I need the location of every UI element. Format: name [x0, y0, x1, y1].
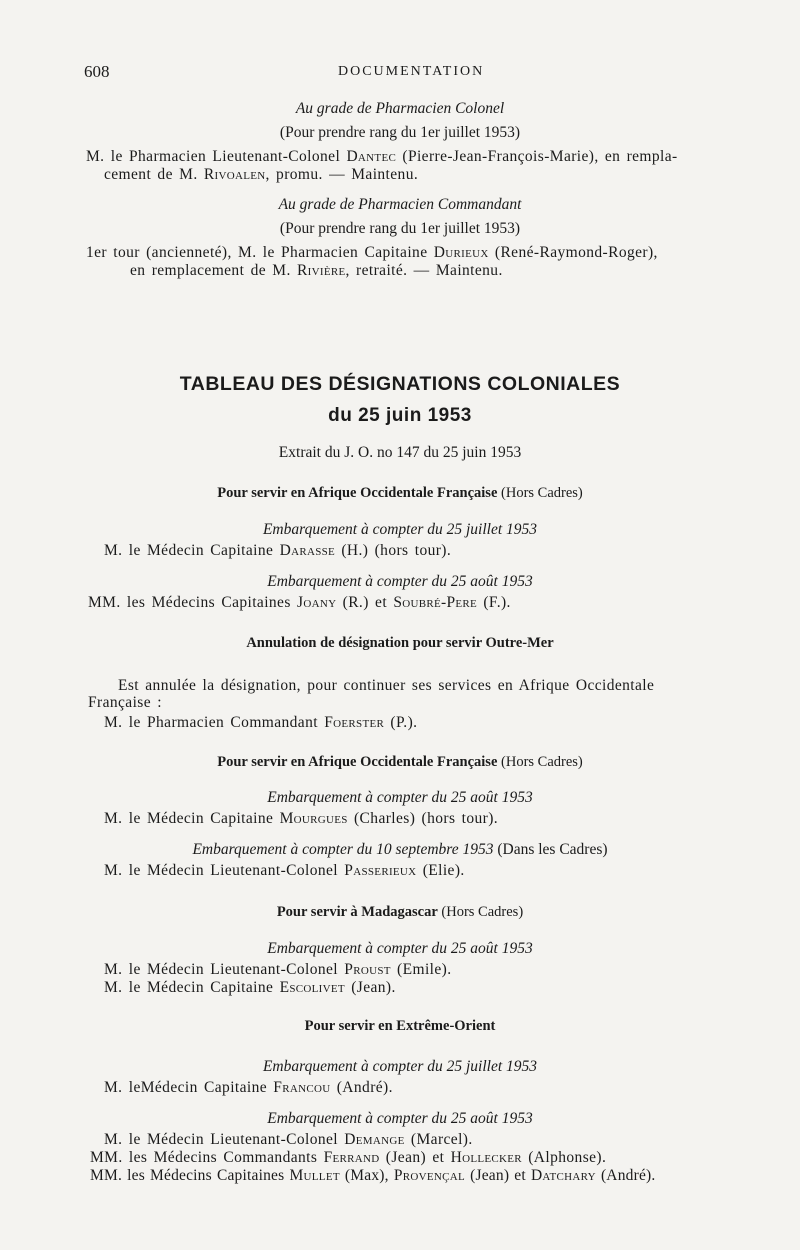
designation-entry: M. le Médecin Capitaine Darasse (H.) (hors tour).: [104, 542, 452, 559]
entry-colonel-line1: M. le Pharmacien Lieutenant-Colonel Dantec (Pierre-Jean-François-Marie), en rempla-: [86, 148, 678, 165]
surname: Escolivet: [279, 979, 345, 996]
designation-entry: MM. les Médecins Capitaines Joany (R.) et Soubré-Pere (F.).: [88, 594, 511, 611]
designation-entry: MM. les Médecins Commandants Ferrand (Jean) et Hollecker (Alphonse).: [90, 1149, 607, 1166]
embarquement-date: Embarquement à compter du 10 septembre 1953 (Dans les Cadres): [192, 841, 608, 858]
journal-officiel-extract: Extrait du J. O. no 147 du 25 juin 1953: [278, 444, 522, 461]
designation-entry: M. le Médecin Capitaine Mourgues (Charles) (hors tour).: [104, 810, 499, 827]
designation-entry: M. leMédecin Capitaine Francou (André).: [104, 1079, 393, 1096]
surname: Hollecker: [450, 1149, 522, 1166]
entry-commandant-line2: en remplacement de M. Rivière, retraité. — Maintenu.: [130, 262, 503, 279]
section-heading-aof-2: Pour servir en Afrique Occidentale Française (Hors Cadres): [217, 754, 583, 770]
rang-date-colonel: (Pour prendre rang du 1er juillet 1953): [279, 124, 521, 141]
surname: Demange: [344, 1131, 405, 1148]
tableau-title: TABLEAU DES DÉSIGNATIONS COLONIALES: [179, 373, 621, 395]
surname: Darasse: [279, 542, 336, 559]
section-heading-extreme-orient: Pour servir en Extrême-Orient: [304, 1018, 496, 1034]
designation-entry: M. le Pharmacien Commandant Foerster (P.).: [104, 714, 418, 731]
surname: Mourgues: [279, 810, 348, 827]
designation-entry: M. le Médecin Lieutenant-Colonel Demange (Marcel).: [104, 1131, 473, 1148]
tableau-date: du 25 juin 1953: [328, 405, 472, 426]
designation-entry: M. le Médecin Lieutenant-Colonel Proust (Emile).: [104, 961, 452, 978]
surname: Passerieux: [344, 862, 417, 879]
grade-heading-colonel: Au grade de Pharmacien Colonel: [295, 100, 505, 117]
surname: Soubré-Pere: [393, 594, 478, 611]
surname: Rivière: [297, 262, 346, 279]
embarquement-date: Embarquement à compter du 25 août 1953: [267, 573, 533, 590]
entry-commandant-line1: 1er tour (ancienneté), M. le Pharmacien Capitaine Durieux (René-Raymond-Roger),: [86, 244, 658, 261]
surname: Joany: [297, 594, 337, 611]
surname: Ferrand: [323, 1149, 380, 1166]
embarquement-date: Embarquement à compter du 25 juillet 1953: [262, 1058, 538, 1075]
surname: Rivoalen: [203, 166, 266, 183]
surname: Datchary: [530, 1167, 596, 1184]
running-title: DOCUMENTATION: [338, 64, 485, 79]
surname: Durieux: [433, 244, 489, 261]
surname: Foerster: [324, 714, 385, 731]
grade-heading-commandant: Au grade de Pharmacien Commandant: [278, 196, 522, 213]
section-heading-madagascar: Pour servir à Madagascar (Hors Cadres): [276, 904, 524, 920]
section-heading-annulation: Annulation de désignation pour servir Outre-Mer: [246, 635, 554, 651]
page-number: 608: [84, 62, 110, 81]
rang-date-commandant: (Pour prendre rang du 1er juillet 1953): [279, 220, 521, 237]
embarquement-date: Embarquement à compter du 25 août 1953: [267, 940, 533, 957]
designation-entry: M. le Médecin Capitaine Escolivet (Jean).: [104, 979, 396, 996]
surname: Provençal: [393, 1167, 466, 1184]
designation-entry: MM. les Médecins Capitaines Mullet (Max), Provençal (Jean) et Datchary (André).: [90, 1167, 656, 1184]
annulation-text-line2: Française :: [88, 694, 162, 711]
embarquement-date: Embarquement à compter du 25 août 1953: [267, 1110, 533, 1127]
embarquement-date: Embarquement à compter du 25 août 1953: [267, 789, 533, 806]
designation-entry: M. le Médecin Lieutenant-Colonel Passerieux (Elie).: [104, 862, 465, 879]
surname: Proust: [344, 961, 391, 978]
section-heading-aof-1: Pour servir en Afrique Occidentale Française (Hors Cadres): [217, 485, 583, 501]
surname: Dantec: [346, 148, 397, 165]
embarquement-date: Embarquement à compter du 25 juillet 1953: [262, 521, 538, 538]
entry-colonel-line2: cement de M. Rivoalen, promu. — Maintenu.: [104, 166, 419, 183]
surname: Francou: [273, 1079, 331, 1096]
annulation-text-line1: Est annulée la désignation, pour continuer ses services en Afrique Occidentale: [118, 677, 655, 694]
surname: Mullet: [289, 1167, 340, 1184]
